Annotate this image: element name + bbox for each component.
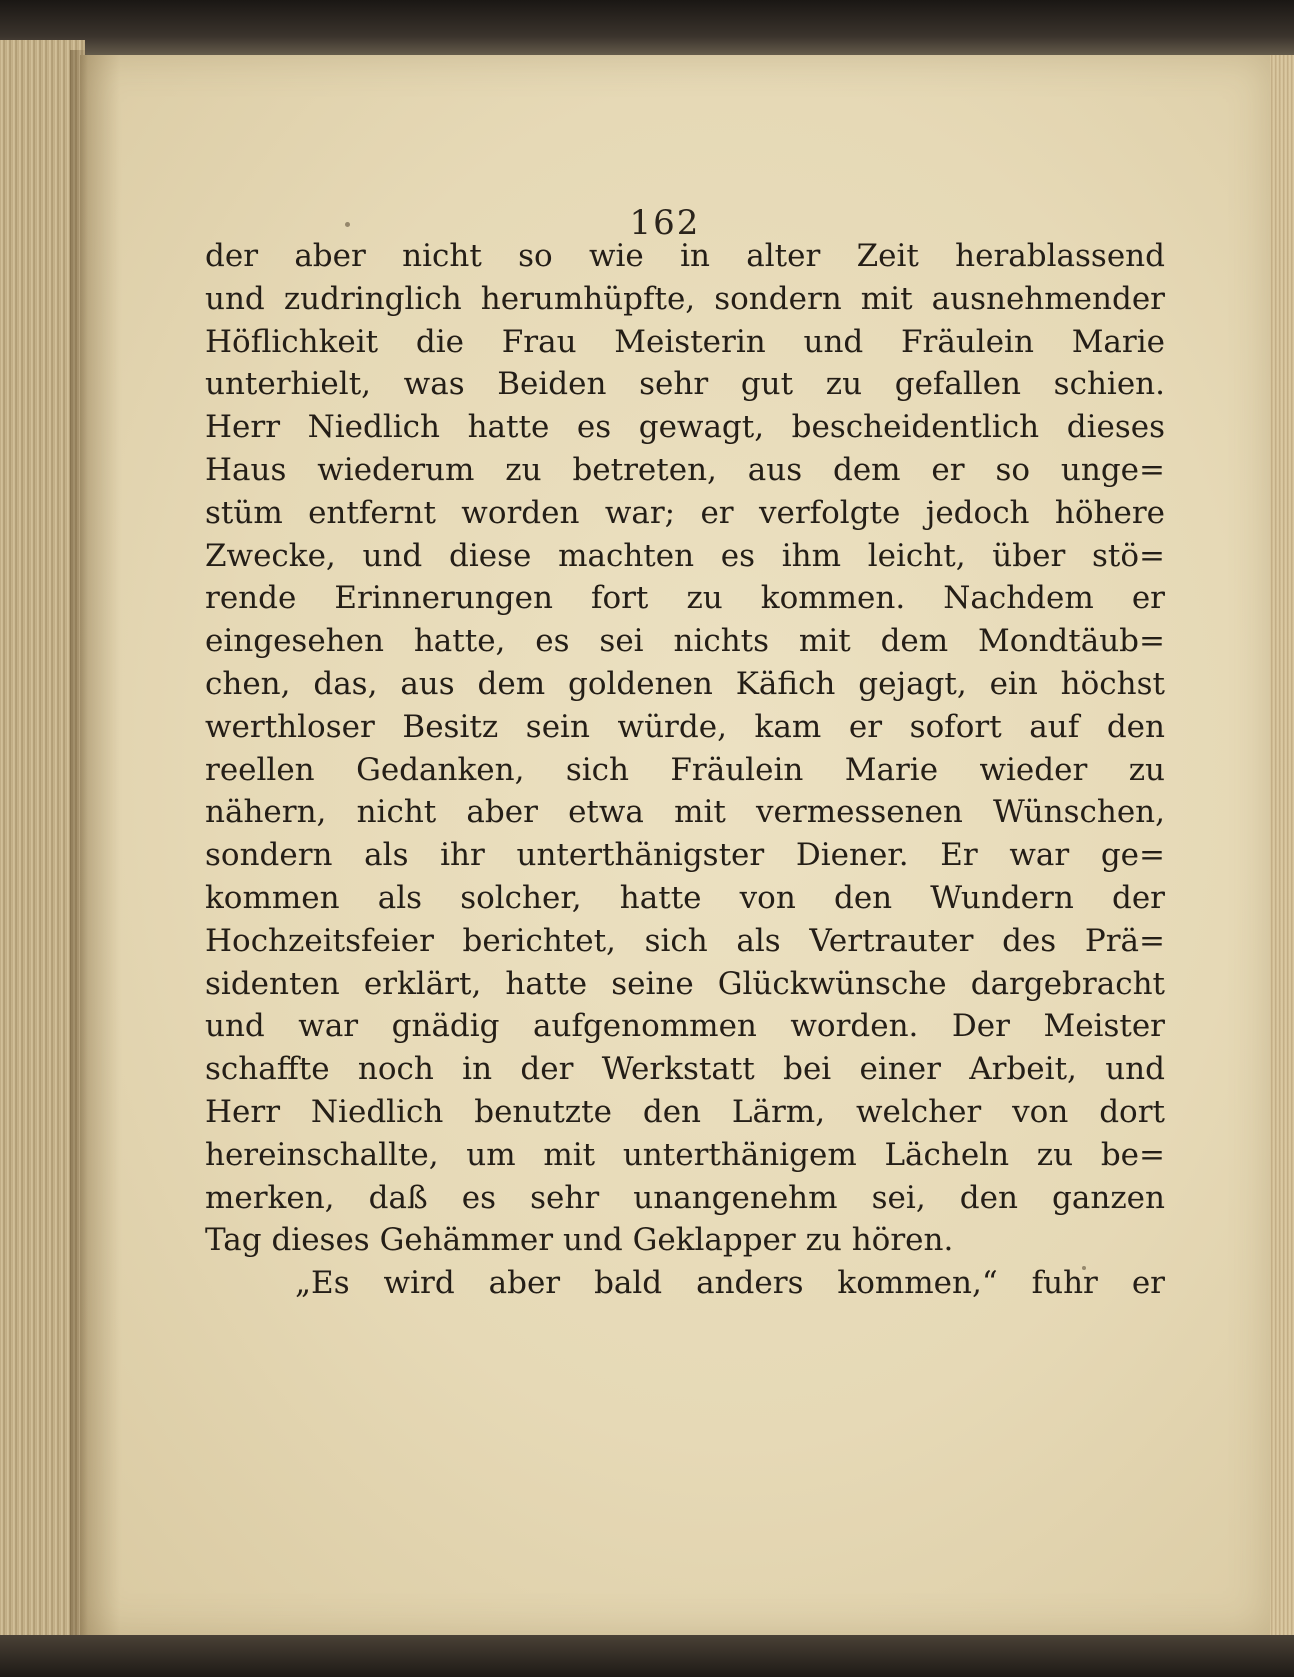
text-line: der aber nicht so wie in alter Zeit herablassend [205,238,1165,274]
text-line: Herr Niedlich hatte es gewagt, bescheidentlich dieses [205,409,1165,446]
page-curl-shadow [70,50,88,1635]
text-line: reellen Gedanken, sich Fräulein Marie wieder zu [205,751,1165,788]
text-line: Haus wiederum zu betreten, aus dem er so unge= [205,451,1165,488]
text-line: Höflichkeit die Frau Meisterin und Fräulein Marie [205,323,1165,360]
text-line: und war gnädig aufgenommen worden. Der Meister [205,1008,1165,1045]
text-line: sidenten erklärt, hatte seine Glückwünsche dargebracht [205,965,1165,1002]
text-line: nähern, nicht aber etwa mit vermessenen Wünschen, [205,794,1165,831]
text-line: unterhielt, was Beiden sehr gut zu gefallen schien. [205,366,1165,403]
body-text [205,235,1165,1305]
book-bottom-edge [0,1635,1294,1677]
text-line: hereinschallte, um mit unterthänigem Lächeln zu be= [205,1136,1165,1173]
text-line: rende Erinnerungen fort zu kommen. Nachdem er [205,580,1165,617]
text-line: schaffte noch in der Werkstatt bei einer Arbeit, und [205,1051,1165,1088]
text-line: chen, das, aus dem goldenen Käfich gejagt, ein höchst [205,665,1165,702]
book-top-edge [0,0,1294,60]
page-number: 162 [629,203,701,243]
text-line: eingesehen hatte, es sei nichts mit dem Mondtäub= [205,623,1165,660]
text-line: stüm entfernt worden war; er verfolgte jedoch höhere [205,494,1165,531]
text-line: Hochzeitsfeier berichtet, sich als Vertrauter des Prä= [205,922,1165,959]
text-line: sondern als ihr unterthänigster Diener. Er war ge= [205,837,1165,874]
text-line: Herr Niedlich benutzte den Lärm, welcher von dort [205,1093,1165,1130]
paper-speck [345,222,350,227]
text-line: und zudringlich herumhüpfte, sondern mit ausnehmender [205,280,1165,317]
text-line: kommen als solcher, hatte von den Wundern der [205,879,1165,916]
page-stack-right [1268,55,1294,1640]
text-line: Zwecke, und diese machten es ihm leicht, über stö= [205,537,1165,574]
text-line: merken, daß es sehr unangenehm sei, den ganzen [205,1179,1165,1216]
text-line: werthloser Besitz sein würde, kam er sofort auf den [205,708,1165,745]
text-line: „Es wird aber bald anders kommen,“ fuhr er [295,1265,1165,1302]
text-line: Tag dieses Gehämmer und Geklapper zu hören. [205,1222,954,1259]
